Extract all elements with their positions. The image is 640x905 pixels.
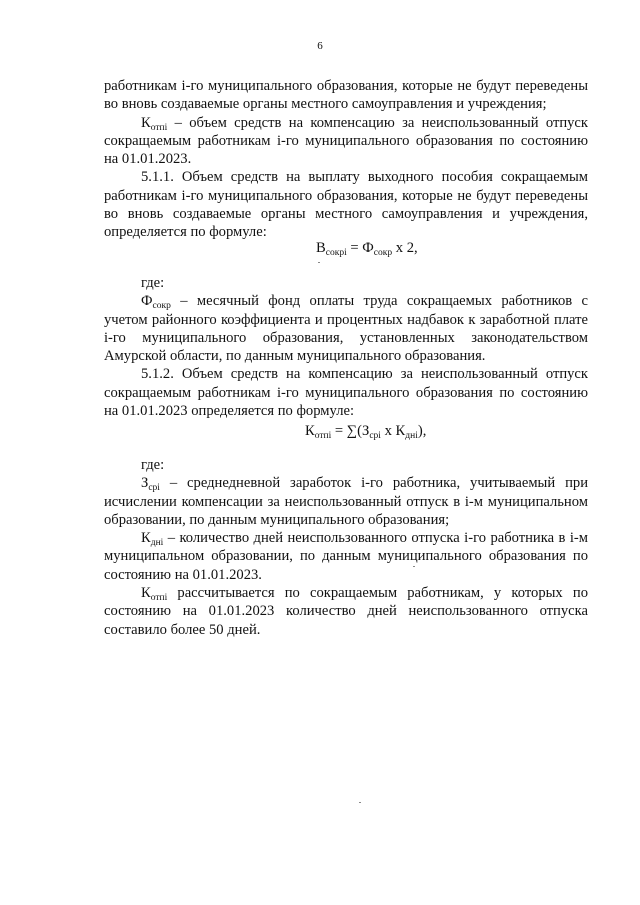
where-label-2: где: (141, 457, 165, 473)
subscript-otp: отпi (150, 122, 168, 133)
paragraph-1: работникам i-го муниципального образования, которые не будут переведены во вновь создаваемые органы местного самоуправления и учреждения; (104, 78, 588, 113)
paragraph-3: 5.1.1. Объем средств на выплату выходного пособия сокращаемым работникам i-го муниципального образования, которые не будут переведены во вновь создаваемые органы местного самоуправления и учреждения, определяется по формуле: (104, 169, 588, 241)
formula2-eq: = ∑( (331, 423, 363, 439)
formula2-a-sub: срi (369, 431, 381, 441)
subscript-otp-2: отпi (150, 593, 168, 604)
formula2-b: К (395, 423, 406, 439)
scan-speck (413, 566, 415, 567)
formula1-eq: = (346, 240, 363, 256)
subscript-sokr: сокр (152, 301, 171, 312)
formula1-rhs-sub: сокр (373, 248, 393, 258)
formula1-lhs-sub: сокрi (325, 248, 347, 258)
symbol-k-otp-2: К (141, 585, 151, 602)
paragraph-8-text: рассчитывается по сокращаемым работникам, у которых по состоянию на 01.01.2023 количество дней неиспользованного отпуска составило более 50 дней. (104, 585, 588, 638)
formula2-tail: ), (417, 423, 427, 439)
formula-compensation (305, 423, 426, 440)
paragraph-7-text: – количество дней неиспользованного отпуска i-го работника в i-м муниципальном образовании, по данным муниципального образования по состоянию на 01.01.2023. (104, 530, 588, 583)
subscript-dn: днi (150, 538, 164, 549)
symbol-z-sr: З (141, 475, 149, 492)
paragraph-2 (104, 114, 588, 169)
text-block-3 (104, 456, 588, 639)
subscript-sr: срi (148, 483, 160, 494)
formula2-lhs: К (305, 423, 315, 439)
paragraph-7 (104, 529, 588, 584)
paragraph-8 (104, 584, 588, 639)
symbol-k-dn: К (141, 530, 151, 547)
text-block-1 (104, 77, 588, 242)
paragraph-5: 5.1.2. Объем средств на компенсацию за неиспользованный отпуск сокращаемым работникам i-го муниципального образования по состоянию на 01.01.2023 определяется по формуле: (104, 366, 588, 420)
symbol-k-otp: К (141, 114, 151, 131)
where-label-1: где: (141, 275, 165, 291)
formula1-lhs: В (316, 240, 326, 256)
formula1-rhs: Ф (362, 240, 374, 256)
formula2-lhs-sub: отпi (314, 431, 332, 441)
formula2-mul: х (380, 423, 396, 439)
paragraph-6 (104, 474, 588, 529)
paragraph-4 (104, 292, 588, 365)
formula2-a: З (362, 423, 370, 439)
scan-speck (318, 262, 320, 263)
paragraph-4-text: – месячный фонд оплаты труда сокращаемых работников с учетом районного коэффициента и процентных надбавок к заработной плате i-го муниципального образования, установленных законодательством Амурской области, по данным муниципального образования. (104, 293, 588, 365)
formula-severance (316, 240, 418, 257)
symbol-f-sokr: Ф (141, 293, 153, 310)
formula1-tail: х 2, (392, 240, 418, 256)
paragraph-2-text: – объем средств на компенсацию за неиспользованный отпуск сокращаемым работникам i-го муниципального образования по состоянию на 01.01.2023. (104, 114, 588, 168)
scan-speck (359, 802, 361, 803)
formula2-b-sub: днi (405, 431, 418, 441)
page-number: 6 (317, 40, 323, 52)
text-block-2 (104, 274, 588, 420)
paragraph-6-text: – среднедневной заработок i-го работника, учитываемый при исчислении компенсации за неиспользованный отпуск в i-м муниципальном образовании, по данным муниципального образования; (104, 475, 588, 528)
